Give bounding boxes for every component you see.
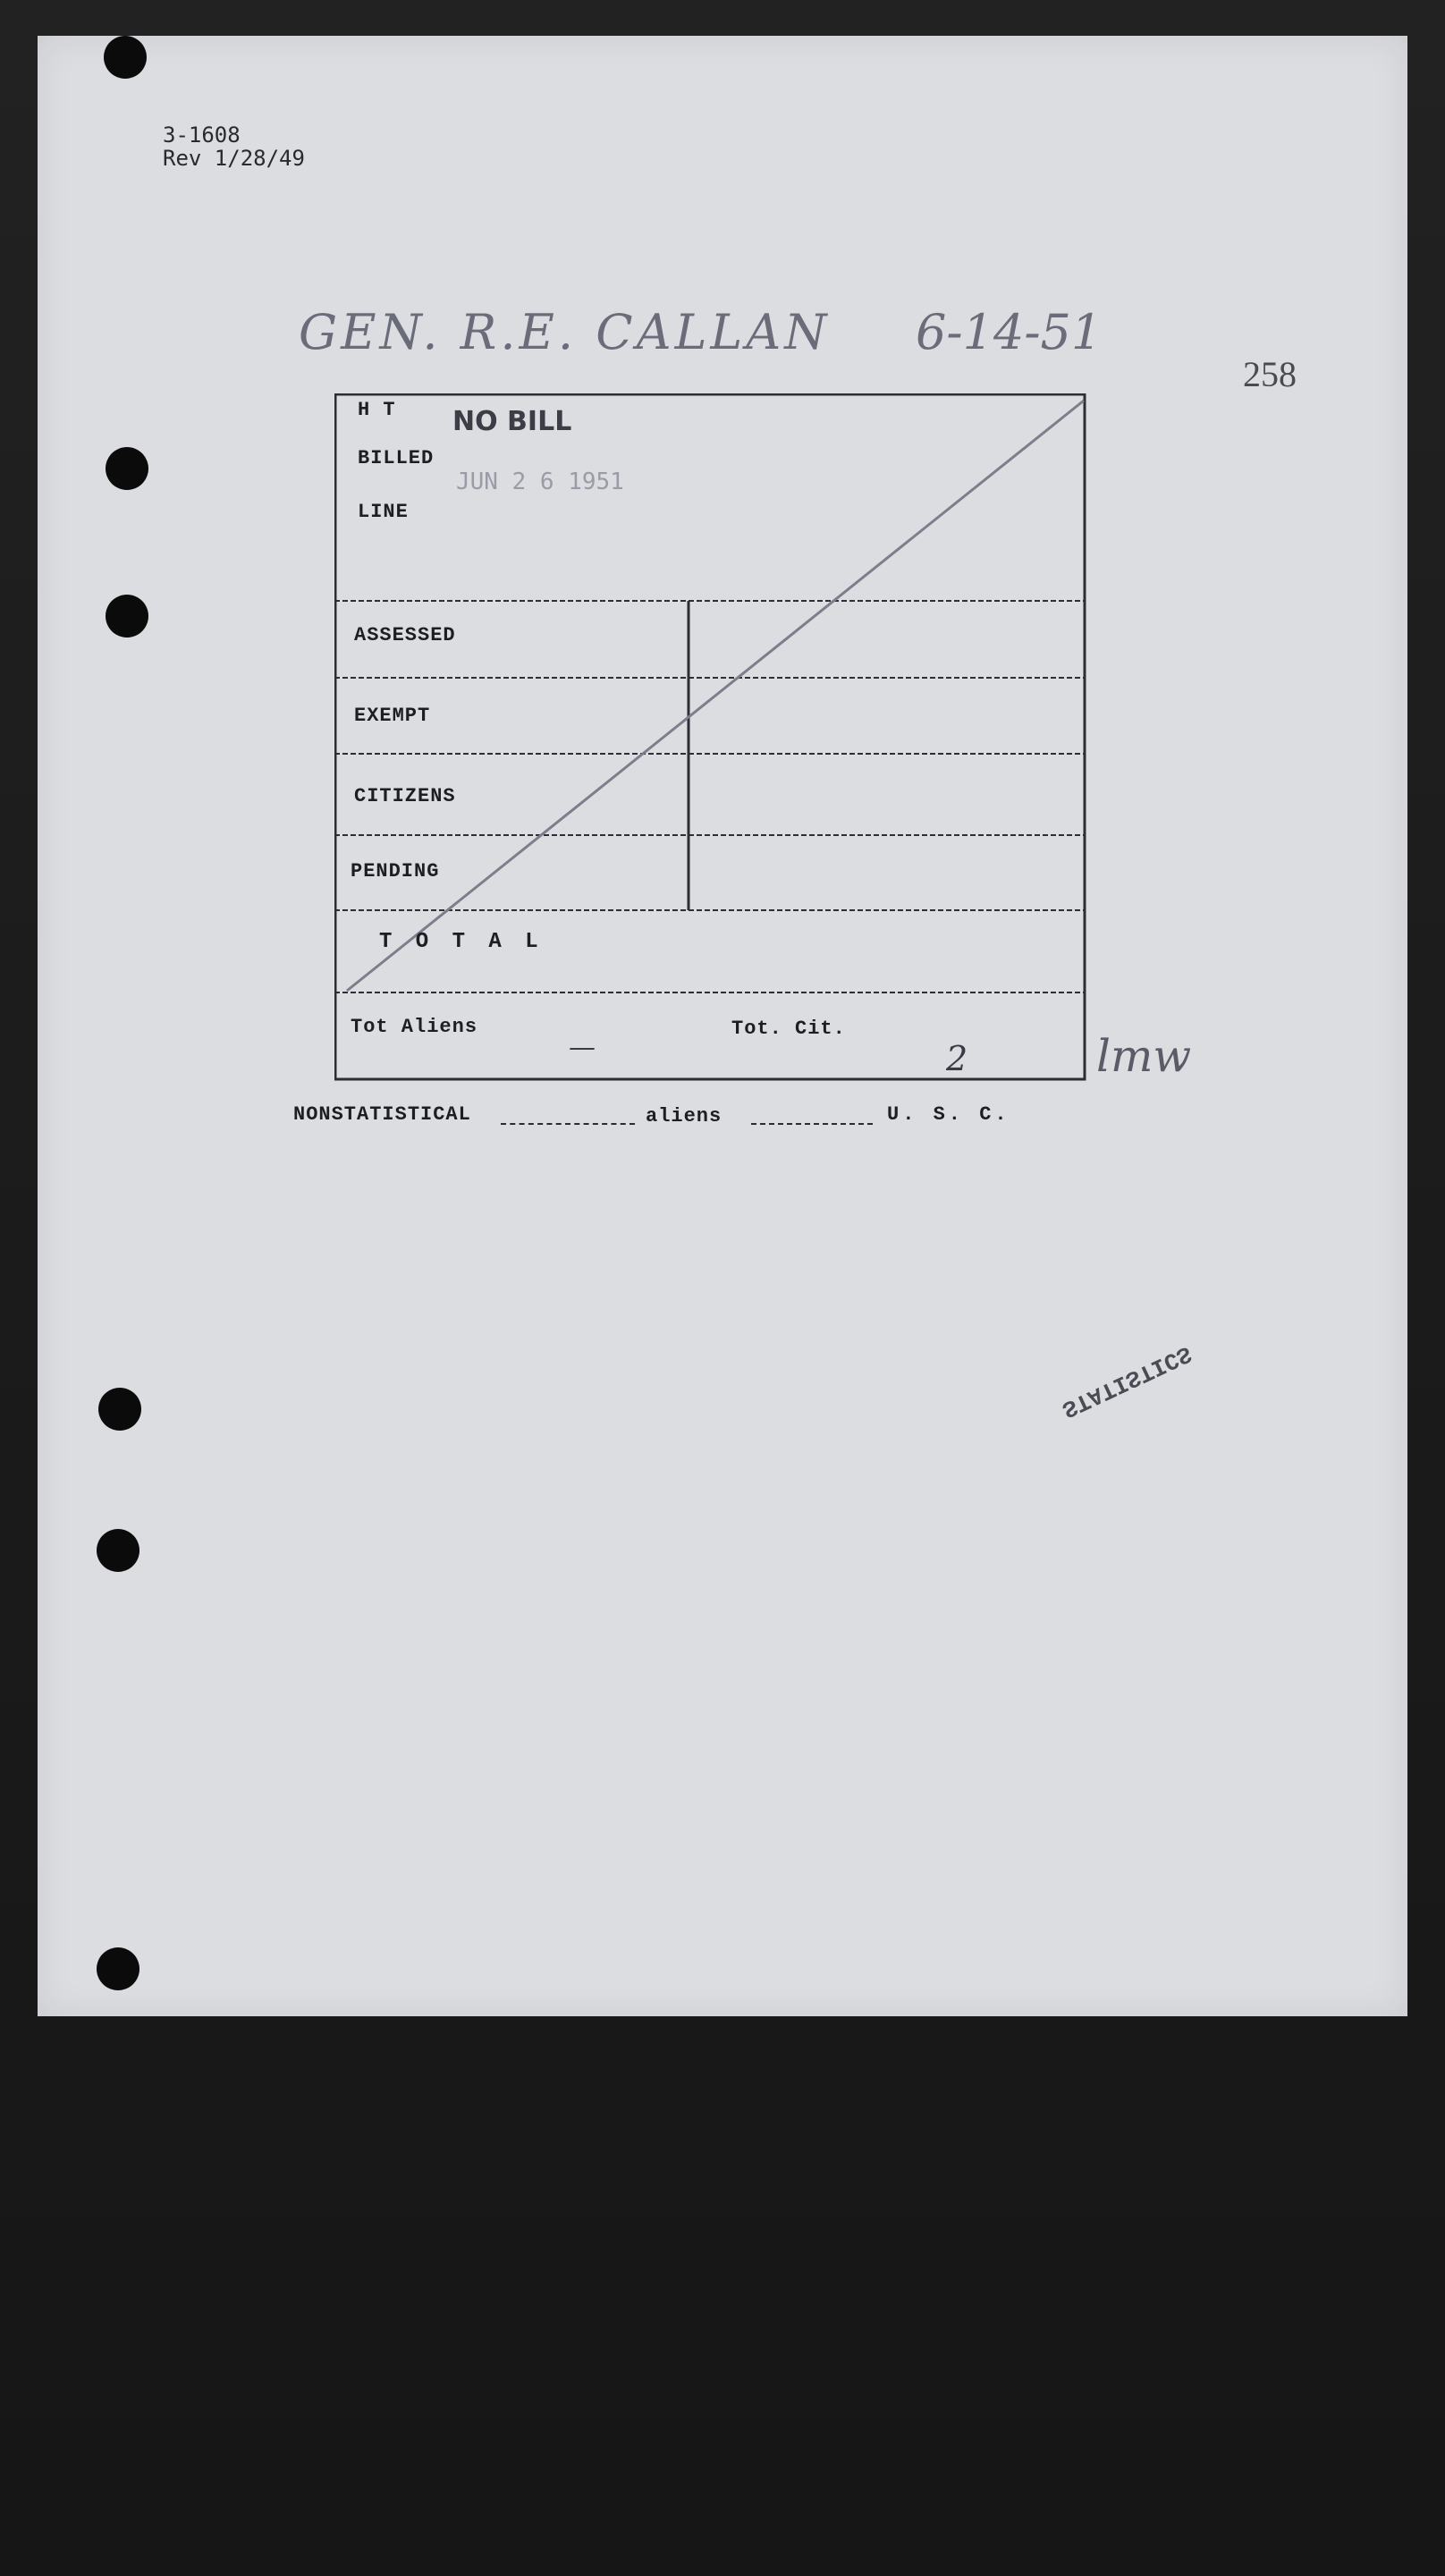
punch-hole <box>106 595 148 638</box>
row-label-citizens: CITIZENS <box>354 785 456 807</box>
handwritten-date: 6-14-51 <box>916 304 1103 360</box>
tot-aliens-label: Tot Aliens <box>351 1016 478 1038</box>
ht-label: H T <box>358 399 396 421</box>
punch-hole <box>97 1529 139 1572</box>
tot-cit-value: 2 <box>946 1039 968 1078</box>
total-label: T O T A L <box>379 930 544 954</box>
tot-cit-label: Tot. Cit. <box>731 1018 846 1040</box>
usc-label: U. S. C. <box>887 1103 1010 1126</box>
aliens-blank <box>751 1123 873 1125</box>
statistics-stamp: STATISTICS <box>1057 1339 1196 1423</box>
punch-hole <box>106 447 148 490</box>
row-label-assessed: ASSESSED <box>354 624 456 646</box>
row-label-exempt: EXEMPT <box>354 705 431 727</box>
initials: lmw <box>1096 1030 1192 1082</box>
page-number: 258 <box>1243 354 1297 394</box>
form-lines <box>334 393 1087 1082</box>
form-number: 3-1608 <box>163 122 241 148</box>
manifest-form <box>334 393 1087 1082</box>
form-number-block <box>163 123 305 170</box>
nonstatistical-row <box>293 1100 1187 1136</box>
aliens-label: aliens <box>646 1105 722 1128</box>
nonstatistical-blank <box>501 1123 635 1125</box>
line-label: LINE <box>358 501 409 523</box>
punch-hole <box>98 1388 141 1431</box>
punch-hole <box>97 1947 139 1990</box>
billed-date-stamp: JUN 2 6 1951 <box>456 469 624 495</box>
billed-label: BILLED <box>358 447 435 469</box>
tot-aliens-value: — <box>569 1032 596 1063</box>
nonstatistical-label: NONSTATISTICAL <box>293 1103 471 1126</box>
document-page <box>38 36 1407 2016</box>
no-bill-stamp: NO BILL <box>452 406 572 437</box>
punch-hole <box>104 36 147 79</box>
form-revision: Rev 1/28/49 <box>163 146 305 171</box>
row-label-pending: PENDING <box>351 860 440 883</box>
ship-name: GEN. R.E. CALLAN <box>299 304 831 360</box>
